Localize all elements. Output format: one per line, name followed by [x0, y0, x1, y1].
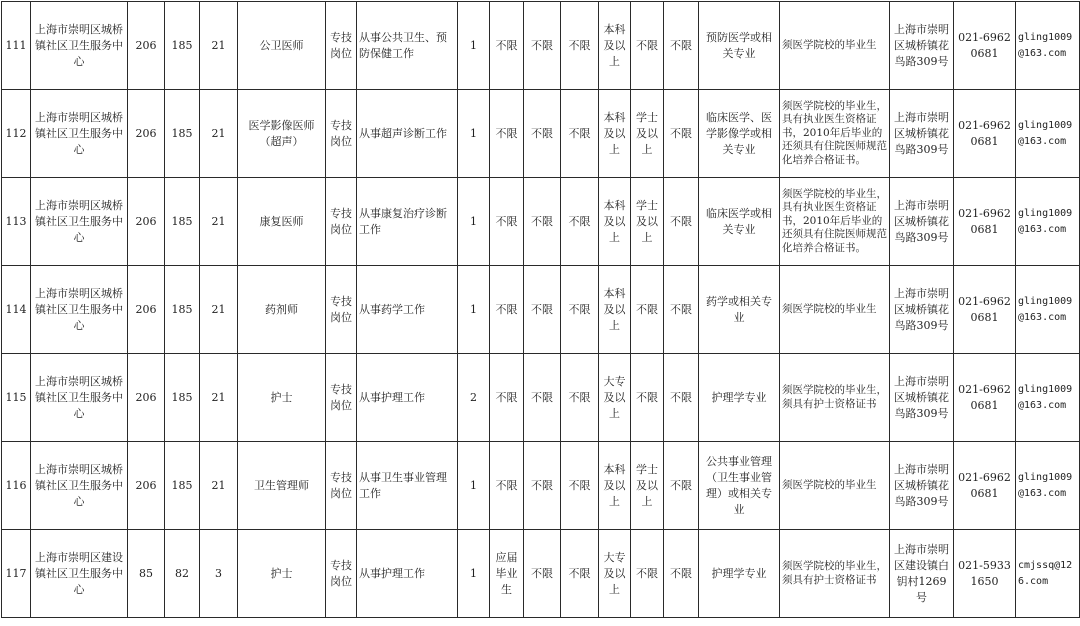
- condition-2: 不限: [524, 2, 561, 90]
- hire-count: 1: [458, 530, 490, 618]
- code-a: 206: [128, 2, 165, 90]
- row-number: 112: [2, 90, 31, 178]
- hire-count: 1: [458, 442, 490, 530]
- other-requirements: 须医学院校的毕业生，须具有护士资格证书: [780, 354, 890, 442]
- duty-description: 从事药学工作: [357, 266, 458, 354]
- address: 上海市崇明区城桥镇花鸟路309号: [890, 2, 954, 90]
- major-requirement: 预防医学或相关专业: [699, 2, 780, 90]
- unit-name: 上海市崇明区城桥镇社区卫生服务中心: [31, 354, 128, 442]
- row-number: 111: [2, 2, 31, 90]
- other-requirements: 须医学院校的毕业生，具有执业医生资格证书，2010年后毕业的还须具有住院医师规范化培养合格证书。: [780, 90, 890, 178]
- email-address: gling1009@163.com: [1016, 2, 1080, 90]
- other-requirements: 须医学院校的毕业生: [780, 442, 890, 530]
- hire-count: 1: [458, 90, 490, 178]
- education-level: 本科及以上: [599, 266, 631, 354]
- education-level: 本科及以上: [599, 178, 631, 266]
- position-name: 卫生管理师: [238, 442, 326, 530]
- code-b: 185: [165, 178, 200, 266]
- major-requirement: 临床医学或相关专业: [699, 178, 780, 266]
- code-c: 21: [200, 442, 238, 530]
- hire-count: 2: [458, 354, 490, 442]
- condition-4: 不限: [664, 354, 699, 442]
- unit-name: 上海市崇明区城桥镇社区卫生服务中心: [31, 178, 128, 266]
- position-type: 专技岗位: [326, 2, 357, 90]
- position-name: 药剂师: [238, 266, 326, 354]
- hire-count: 1: [458, 178, 490, 266]
- condition-3: 不限: [561, 266, 599, 354]
- phone-number: 021-69620681: [954, 266, 1016, 354]
- condition-1: 不限: [490, 266, 524, 354]
- table-row: [2, 354, 1080, 442]
- email-address: gling1009@163.com: [1016, 90, 1080, 178]
- address: 上海市崇明区建设镇白钥村1269号: [890, 530, 954, 618]
- major-requirement: 公共事业管理（卫生事业管理）或相关专业: [699, 442, 780, 530]
- recruitment-table: [1, 1, 1080, 618]
- major-requirement: 药学或相关专业: [699, 266, 780, 354]
- position-name: 医学影像医师（超声）: [238, 90, 326, 178]
- condition-4: 不限: [664, 2, 699, 90]
- code-b: 185: [165, 354, 200, 442]
- condition-4: 不限: [664, 90, 699, 178]
- duty-description: 从事护理工作: [357, 530, 458, 618]
- position-type: 专技岗位: [326, 442, 357, 530]
- phone-number: 021-69620681: [954, 442, 1016, 530]
- education-level: 大专及以上: [599, 354, 631, 442]
- position-type: 专技岗位: [326, 178, 357, 266]
- other-requirements: 须医学院校的毕业生: [780, 266, 890, 354]
- condition-2: 不限: [524, 90, 561, 178]
- phone-number: 021-69620681: [954, 178, 1016, 266]
- code-b: 185: [165, 90, 200, 178]
- hire-count: 1: [458, 266, 490, 354]
- table-body: [2, 2, 1080, 618]
- major-requirement: 护理学专业: [699, 530, 780, 618]
- condition-1: 不限: [490, 2, 524, 90]
- condition-3: 不限: [561, 442, 599, 530]
- position-name: 康复医师: [238, 178, 326, 266]
- condition-4: 不限: [664, 266, 699, 354]
- unit-name: 上海市崇明区城桥镇社区卫生服务中心: [31, 266, 128, 354]
- code-b: 82: [165, 530, 200, 618]
- table-row: [2, 442, 1080, 530]
- position-name: 公卫医师: [238, 2, 326, 90]
- row-number: 113: [2, 178, 31, 266]
- phone-number: 021-69620681: [954, 90, 1016, 178]
- position-name: 护士: [238, 530, 326, 618]
- duty-description: 从事超声诊断工作: [357, 90, 458, 178]
- education-level: 本科及以上: [599, 2, 631, 90]
- condition-3: 不限: [561, 178, 599, 266]
- code-a: 85: [128, 530, 165, 618]
- hire-count: 1: [458, 2, 490, 90]
- condition-2: 不限: [524, 266, 561, 354]
- row-number: 114: [2, 266, 31, 354]
- duty-description: 从事护理工作: [357, 354, 458, 442]
- condition-3: 不限: [561, 90, 599, 178]
- education-level: 本科及以上: [599, 90, 631, 178]
- unit-name: 上海市崇明区建设镇社区卫生服务中心: [31, 530, 128, 618]
- phone-number: 021-69620681: [954, 2, 1016, 90]
- condition-1: 不限: [490, 178, 524, 266]
- table-row: [2, 530, 1080, 618]
- duty-description: 从事公共卫生、预防保健工作: [357, 2, 458, 90]
- unit-name: 上海市崇明区城桥镇社区卫生服务中心: [31, 442, 128, 530]
- degree-requirement: 不限: [631, 266, 664, 354]
- row-number: 117: [2, 530, 31, 618]
- condition-2: 不限: [524, 178, 561, 266]
- code-b: 185: [165, 2, 200, 90]
- degree-requirement: 学士及以上: [631, 178, 664, 266]
- condition-4: 不限: [664, 178, 699, 266]
- code-c: 21: [200, 2, 238, 90]
- condition-2: 不限: [524, 442, 561, 530]
- row-number: 115: [2, 354, 31, 442]
- phone-number: 021-69620681: [954, 354, 1016, 442]
- condition-2: 不限: [524, 530, 561, 618]
- other-requirements: 须医学院校的毕业生，具有执业医生资格证书，2010年后毕业的还须具有住院医师规范化培养合格证书。: [780, 178, 890, 266]
- address: 上海市崇明区城桥镇花鸟路309号: [890, 266, 954, 354]
- position-type: 专技岗位: [326, 530, 357, 618]
- email-address: gling1009@163.com: [1016, 442, 1080, 530]
- position-name: 护士: [238, 354, 326, 442]
- table-row: [2, 2, 1080, 90]
- education-level: 本科及以上: [599, 442, 631, 530]
- degree-requirement: 不限: [631, 354, 664, 442]
- condition-4: 不限: [664, 442, 699, 530]
- duty-description: 从事卫生事业管理工作: [357, 442, 458, 530]
- code-c: 21: [200, 266, 238, 354]
- condition-4: 不限: [664, 530, 699, 618]
- code-c: 21: [200, 90, 238, 178]
- other-requirements: 须医学院校的毕业生，须具有护士资格证书: [780, 530, 890, 618]
- table-row: [2, 178, 1080, 266]
- address: 上海市崇明区城桥镇花鸟路309号: [890, 442, 954, 530]
- code-b: 185: [165, 442, 200, 530]
- email-address: cmjssq@126.com: [1016, 530, 1080, 618]
- condition-3: 不限: [561, 354, 599, 442]
- email-address: gling1009@163.com: [1016, 178, 1080, 266]
- duty-description: 从事康复治疗诊断工作: [357, 178, 458, 266]
- code-a: 206: [128, 266, 165, 354]
- degree-requirement: 不限: [631, 530, 664, 618]
- email-address: gling1009@163.com: [1016, 266, 1080, 354]
- row-number: 116: [2, 442, 31, 530]
- condition-2: 不限: [524, 354, 561, 442]
- email-address: gling1009@163.com: [1016, 354, 1080, 442]
- degree-requirement: 学士及以上: [631, 90, 664, 178]
- other-requirements: 须医学院校的毕业生: [780, 2, 890, 90]
- address: 上海市崇明区城桥镇花鸟路309号: [890, 178, 954, 266]
- position-type: 专技岗位: [326, 354, 357, 442]
- major-requirement: 临床医学、医学影像学或相关专业: [699, 90, 780, 178]
- code-a: 206: [128, 178, 165, 266]
- code-a: 206: [128, 442, 165, 530]
- position-type: 专技岗位: [326, 266, 357, 354]
- degree-requirement: 不限: [631, 2, 664, 90]
- code-c: 21: [200, 178, 238, 266]
- address: 上海市崇明区城桥镇花鸟路309号: [890, 354, 954, 442]
- code-c: 3: [200, 530, 238, 618]
- condition-1: 不限: [490, 354, 524, 442]
- table-row: [2, 266, 1080, 354]
- unit-name: 上海市崇明区城桥镇社区卫生服务中心: [31, 2, 128, 90]
- phone-number: 021-59331650: [954, 530, 1016, 618]
- position-type: 专技岗位: [326, 90, 357, 178]
- condition-1: 不限: [490, 90, 524, 178]
- code-b: 185: [165, 266, 200, 354]
- condition-3: 不限: [561, 530, 599, 618]
- table-row: [2, 90, 1080, 178]
- code-a: 206: [128, 90, 165, 178]
- major-requirement: 护理学专业: [699, 354, 780, 442]
- code-a: 206: [128, 354, 165, 442]
- code-c: 21: [200, 354, 238, 442]
- condition-1: 不限: [490, 442, 524, 530]
- degree-requirement: 学士及以上: [631, 442, 664, 530]
- condition-3: 不限: [561, 2, 599, 90]
- education-level: 大专及以上: [599, 530, 631, 618]
- unit-name: 上海市崇明区城桥镇社区卫生服务中心: [31, 90, 128, 178]
- condition-1: 应届毕业生: [490, 530, 524, 618]
- address: 上海市崇明区城桥镇花鸟路309号: [890, 90, 954, 178]
